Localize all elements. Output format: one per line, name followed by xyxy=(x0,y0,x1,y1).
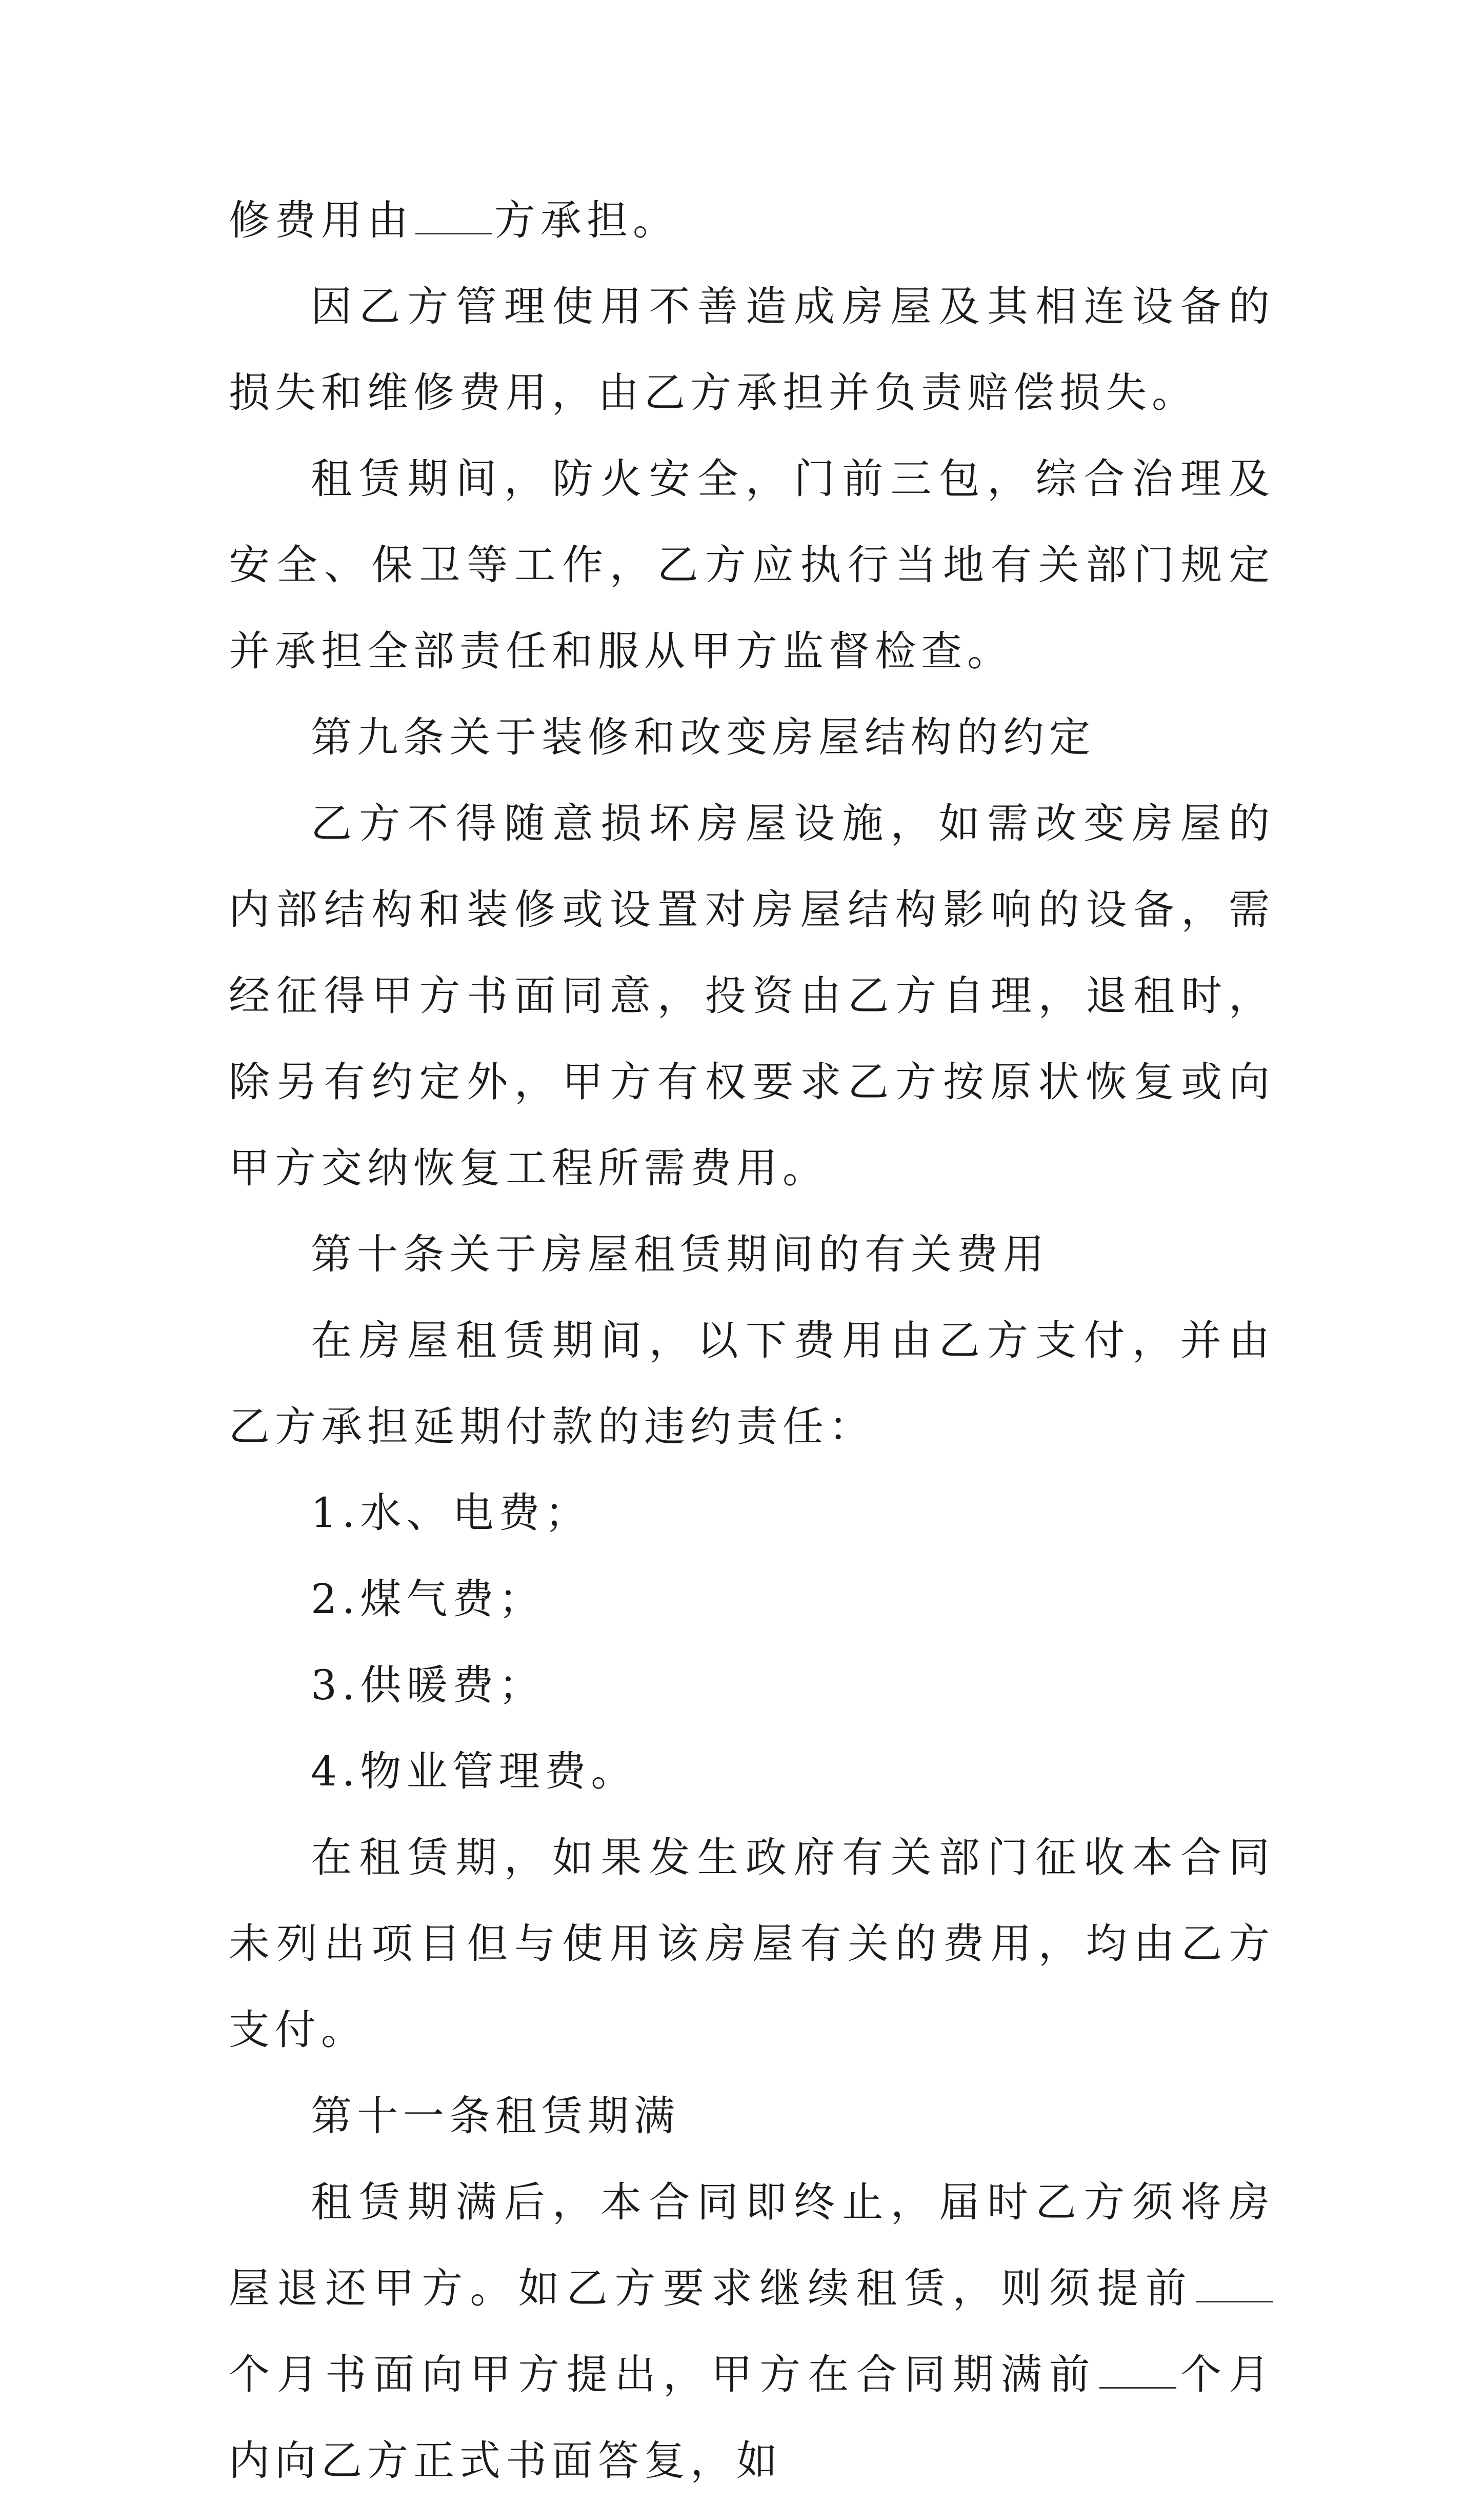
fill-in-blank xyxy=(1099,2351,1176,2389)
paragraph-safety-duties: 租赁期间，防火安全，门前三包，综合治理及安全、保卫等工作，乙方应执行当地有关部门规定并承担全部责任和服从甲方监督检查。 xyxy=(229,455,1275,675)
paragraph-damage-liability: 因乙方管理使用不善造成房屋及其相连设备的损失和维修费用，由乙方承担并负责赔偿损失。 xyxy=(229,283,1275,416)
text-fragment: 修费用由 xyxy=(229,196,413,244)
article-9-body: 乙方不得随意损坏房屋设施，如需改变房屋的内部结构和装修或设置对房屋结构影响的设备，需经征得甲方书面同意，投资由乙方自理，退租时，除另有约定外，甲方有权要求乙方按原状恢复或向甲方交纳恢复工程所需费用。 xyxy=(229,800,1275,1192)
article-10-heading: 第十条关于房屋租赁期间的有关费用 xyxy=(311,1230,1049,1278)
document-body xyxy=(229,177,1275,2504)
paragraph-maintenance-cost xyxy=(229,177,1275,264)
article-10-extra: 在租赁期，如果发生政府有关部门征收本合同未列出项目但与使用该房屋有关的费用，均由乙方支付。 xyxy=(229,1834,1275,2054)
text-fragment: 个月内向乙方正式书面答复，如 xyxy=(229,2351,1275,2485)
text-fragment: 租赁期满后，本合同即终止，届时乙方须将房屋退还甲方。如乙方要求继续租赁，则须提前 xyxy=(229,2178,1275,2312)
text-fragment: 方承担。 xyxy=(494,196,679,244)
fee-item: 1.水、电费； xyxy=(311,1489,591,1537)
article-9-heading: 第九条关于装修和改变房屋结构的约定 xyxy=(311,713,1095,761)
article-10-body: 在房屋租赁期间，以下费用由乙方支付，并由乙方承担延期付款的违约责任： xyxy=(229,1317,1275,1450)
fee-item: 4.物业管理费。 xyxy=(311,1747,637,1795)
fee-item: 2.煤气费； xyxy=(311,1575,545,1623)
article-11-heading: 第十一条租赁期满 xyxy=(311,2092,680,2140)
fee-item: 3.供暖费； xyxy=(311,1661,545,1709)
text-fragment: 个月书面向甲方提出，甲方在合同期满前 xyxy=(229,2351,1097,2398)
fill-in-blank xyxy=(415,197,492,234)
fill-in-blank xyxy=(1196,2265,1273,2302)
article-11-body xyxy=(229,2159,1275,2504)
